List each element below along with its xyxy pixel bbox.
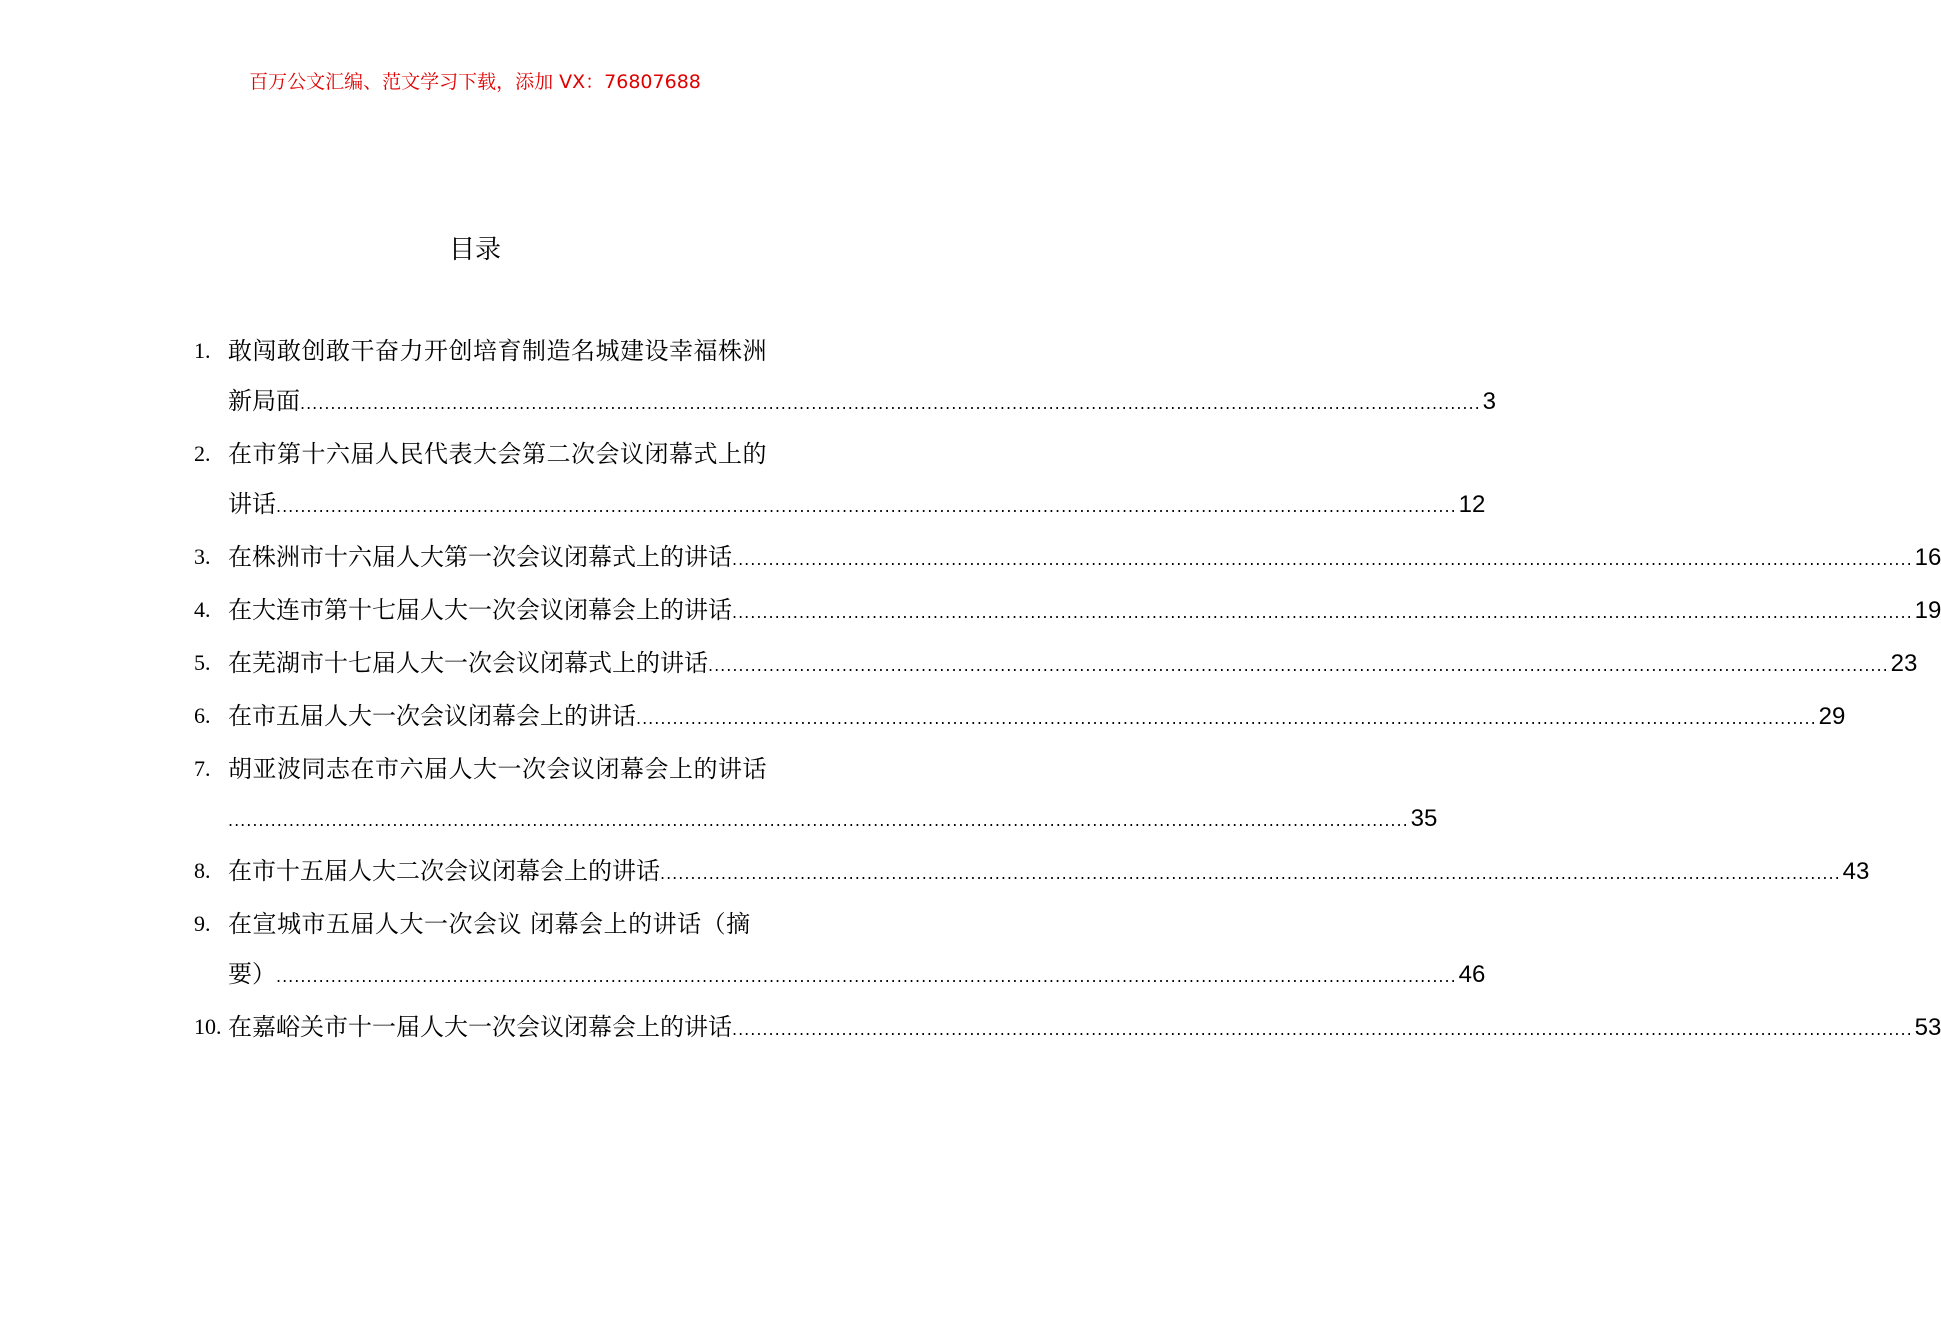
dot-leader [708, 641, 1889, 691]
toc-entry-title: 新局面 [228, 387, 300, 415]
toc-entry[interactable] [192, 585, 1941, 638]
toc-page-number: 12 [1458, 491, 1486, 518]
dot-leader [228, 796, 1409, 846]
toc-page-number: 35 [1410, 805, 1438, 832]
toc-entry[interactable] [192, 429, 1486, 532]
header-note: 百万公文汇编、范文学习下载，添加 VX：76807688 [249, 71, 701, 93]
toc-entry-title: 在嘉峪关市十一届人大一次会议闭幕会上的讲话 [228, 1013, 732, 1041]
toc-entry[interactable] [192, 532, 1941, 585]
toc-entry-title: 在市五届人大一次会议闭幕会上的讲话 [228, 702, 636, 730]
toc-entry-number: 1. [194, 338, 211, 363]
toc-entry-title: 要） [228, 960, 276, 988]
toc-entry-title: 在大连市第十七届人大一次会议闭幕会上的讲话 [228, 596, 732, 624]
toc-entry-title: 在株洲市十六届人大第一次会议闭幕式上的讲话 [228, 543, 732, 571]
toc-entry-title: 敢闯敢创敢干奋力开创培育制造名城建设幸福株洲 [228, 337, 767, 365]
toc-entry-number: 3. [194, 544, 211, 569]
toc-page-number: 16 [1914, 544, 1941, 571]
toc-entry[interactable] [192, 846, 1870, 899]
dot-leader [732, 1005, 1913, 1055]
toc-entry-title: 在宣城市五届人大一次会议 闭幕会上的讲话（摘 [228, 910, 751, 938]
dot-leader [636, 694, 1817, 744]
toc-entry-number: 9. [194, 911, 211, 936]
toc-entry-number: 7. [194, 756, 211, 781]
toc-entry-number: 8. [194, 858, 211, 883]
toc-entry-number: 2. [194, 441, 211, 466]
toc-page-number: 43 [1842, 858, 1870, 885]
dot-leader [300, 379, 1481, 429]
toc-page-number: 23 [1890, 650, 1918, 677]
toc-entry[interactable] [192, 691, 1846, 744]
toc-entry[interactable] [192, 744, 1438, 846]
toc-page-number: 3 [1482, 388, 1497, 415]
dot-leader [276, 952, 1457, 1002]
page-title: 目录 [448, 235, 501, 265]
table-of-contents [192, 326, 1941, 1055]
dot-leader [660, 849, 1841, 899]
toc-entry[interactable] [192, 899, 1486, 1002]
toc-entry-number: 5. [194, 650, 211, 675]
toc-entry-number: 10. [194, 1014, 222, 1039]
dot-leader [276, 482, 1457, 532]
toc-entry-number: 4. [194, 597, 211, 622]
toc-entry-title: 讲话 [228, 490, 276, 518]
toc-entry[interactable] [192, 638, 1918, 691]
toc-entry-title: 胡亚波同志在市六届人大一次会议闭幕会上的讲话 [228, 755, 767, 783]
toc-entry-number: 6. [194, 703, 211, 728]
dot-leader [732, 588, 1913, 638]
toc-page-number: 29 [1818, 703, 1846, 730]
toc-entry-title: 在芜湖市十七届人大一次会议闭幕式上的讲话 [228, 649, 708, 677]
toc-entry[interactable] [192, 326, 1497, 429]
toc-page-number: 46 [1458, 961, 1486, 988]
toc-page-number: 53 [1914, 1014, 1941, 1041]
dot-leader [732, 535, 1913, 585]
toc-entry-title: 在市第十六届人民代表大会第二次会议闭幕式上的 [228, 440, 767, 468]
toc-page-number: 19 [1914, 597, 1941, 624]
toc-entry[interactable] [192, 1002, 1941, 1055]
toc-entry-title: 在市十五届人大二次会议闭幕会上的讲话 [228, 857, 660, 885]
